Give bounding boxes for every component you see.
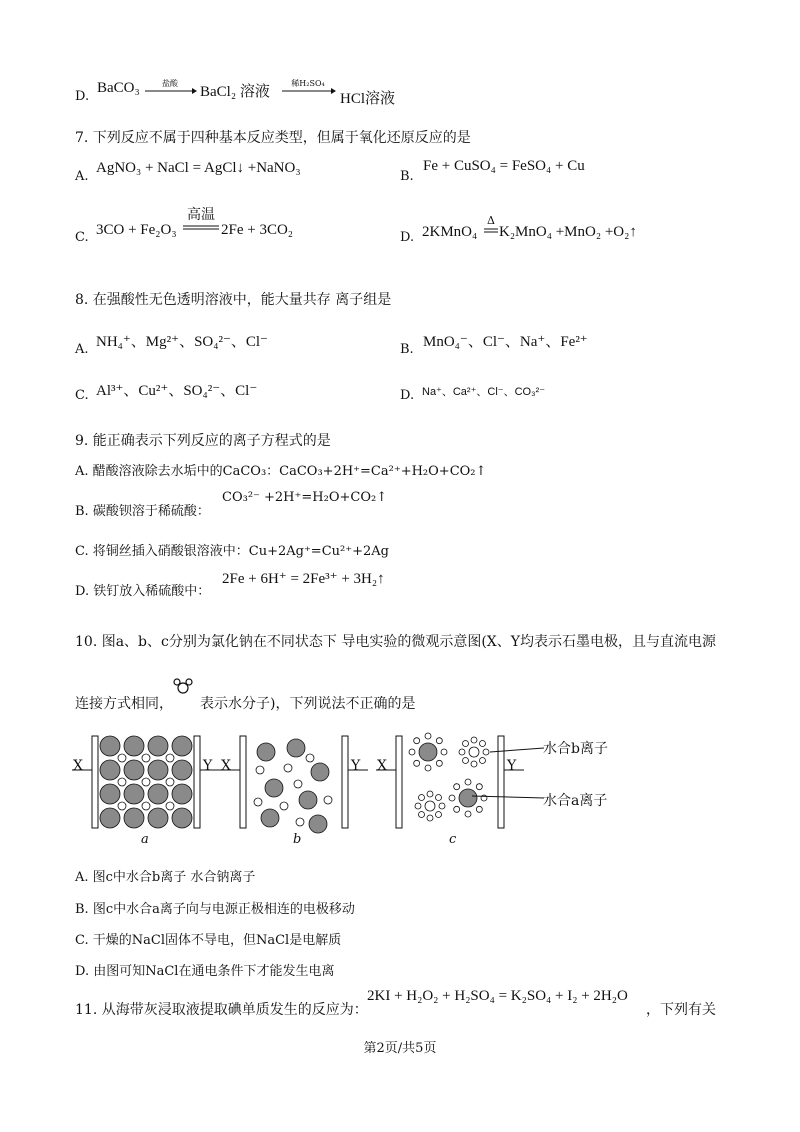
big-ion [148,808,168,828]
q11-expr: 2KI + H₂O₂ + H₂SO₄ = K₂SO₄ + I₂ + 2H₂O [367,988,628,1004]
q10-stem-line1: 10. 图a、b、c分别为氯化钠在不同状态下 导电实验的微观示意图(X、Y均表示石墨电极，且与直流电源 [75,634,716,650]
fig-a-y-label: Y [203,758,213,774]
big-ion [124,760,144,780]
water-molecule [439,803,445,809]
big-ion [100,736,120,756]
q7-D-left: 2KMnO₄ [422,224,478,240]
q8-A-label: A. [75,342,89,357]
page-footer: 第2页/共5页 [363,1041,437,1056]
small-ion [294,780,302,788]
big-ion [172,760,192,780]
small-ion [296,818,304,826]
q8-D-expr: Na⁺、Ca²⁺、Cl⁻、CO₃²⁻ [422,386,546,398]
q7-C-equals [183,225,219,231]
water-molecule [471,737,477,743]
q6-optD-label: D. [75,89,90,104]
water-molecule [465,779,471,785]
label-hydrated-b-ion: 水合b离子 [543,741,608,757]
water-molecule [419,795,425,801]
big-ion [124,784,144,804]
fig-caption-b: b [293,832,302,847]
q8-B-label: B. [400,342,414,357]
q6-arrow2 [281,87,337,95]
water-molecule [419,811,425,817]
small-ion [142,802,150,810]
central-ion [425,801,435,811]
q9-B-expr: CO₃²⁻ +2H⁺=H₂O+CO₂↑ [222,490,388,505]
q7-C-condition: 高温 [187,207,215,223]
q7-C-right: 2Fe + 3CO₂ [221,222,294,238]
water-molecule [414,738,420,744]
big-ion [100,760,120,780]
central-ion [459,789,477,807]
water-molecule [415,803,421,809]
small-ion [254,798,262,806]
q8-A-expr: NH₄⁺、Mg²⁺、SO₄²⁻、Cl⁻ [96,334,268,350]
water-molecule [435,811,441,817]
small-ion [142,754,150,762]
q10-stem-line2b: 表示水分子)，下列说法不正确的是 [200,696,416,712]
q11-stem-end: ，下列有关 [646,1002,716,1018]
big-ion [265,779,283,797]
q7-stem: 7. 下列反应不属于四种基本反应类型，但属于氧化还原反应的是 [75,130,471,146]
big-ion [100,784,120,804]
q9-stem: 9. 能正确表示下列反应的离子方程式的是 [75,433,331,449]
label-hydrated-a-ion: 水合a离子 [543,793,608,809]
q7-B-expr: Fe + CuSO₄ = FeSO₄ + Cu [423,158,585,174]
q7-B-label: B. [400,169,414,184]
small-ion [142,778,150,786]
water-molecule [436,738,442,744]
small-ion [256,766,264,774]
water-molecule [435,795,441,801]
big-ion [257,743,275,761]
fig-c-x-label: X [377,758,387,774]
fig-b-y-label: Y [351,758,361,774]
q6-optD-start: BaCO₃ [97,80,140,96]
water-molecule [454,784,460,790]
big-ion [148,760,168,780]
water-molecule [476,806,482,812]
water-molecule [436,760,442,766]
water-molecule [414,760,420,766]
big-ion [172,736,192,756]
q10-D: D. 由图可知NaCl在通电条件下才能发生电离 [75,964,335,979]
water-molecule [425,733,431,739]
big-ion [311,763,329,781]
small-ion [118,754,126,762]
big-ion [172,784,192,804]
water-molecule [427,815,433,821]
water-molecule [479,741,485,747]
big-ion [100,808,120,828]
q7-A-expr: AgNO₃ + NaCl = AgCl↓ +NaNO₃ [96,160,301,176]
water-molecule [483,749,489,755]
q10-stem-line2a: 连接方式相同， [75,696,173,712]
big-ion [124,736,144,756]
q8-C-label: C. [75,388,89,403]
small-ion [306,754,314,762]
fig-caption-c: c [449,832,457,847]
big-ion [299,791,317,809]
q6-arrow1 [144,87,198,95]
water-molecule [476,784,482,790]
small-ion [118,778,126,786]
q7-D-right: K₂MnO₄ +MnO₂ +O₂↑ [499,224,637,240]
q9-B-text: B. 碳酸钡溶于稀硫酸： [75,504,210,519]
big-ion [148,736,168,756]
water-molecule [409,749,415,755]
q7-D-label: D. [400,230,415,245]
q8-C-expr: Al³⁺、Cu²⁺、SO₄²⁻、Cl⁻ [96,383,258,399]
big-ion [309,815,327,833]
small-ion [166,802,174,810]
q7-A-label: A. [75,169,89,184]
q7-D-equals [484,228,498,234]
q9-D-text: D. 铁钉放入稀硫酸中： [75,584,211,599]
small-ion [166,778,174,786]
q6-optD-mid: BaCl₂ 溶液 [200,84,270,100]
water-molecule [427,791,433,797]
q6-arrow1-label: 盐酸 [162,79,178,88]
q10-C: C. 干燥的NaCl固体不导电，但NaCl是电解质 [75,933,342,948]
small-ion [118,802,126,810]
q9-D-expr: 2Fe + 6H⁺ = 2Fe³⁺ + 3H₂↑ [222,571,385,587]
small-ion [166,754,174,762]
central-ion [419,743,437,761]
big-ion [148,784,168,804]
panel-b [220,736,368,833]
q9-C: C. 将铜丝插入硝酸银溶液中：Cu+2Ag⁺=Cu²⁺+2Ag [75,544,389,559]
water-molecule [459,749,465,755]
q9-A: A. 醋酸溶液除去水垢中的CaCO₃：CaCO₃+2H⁺=Ca²⁺+H₂O+CO₂↑ [75,464,487,479]
small-ion [324,796,332,804]
q11-stem-start: 11. 从海带灰浸取液提取碘单质发生的反应为： [75,1002,368,1018]
big-ion [287,739,305,757]
water-molecule [454,806,460,812]
q7-C-left: 3CO + Fe₂O₃ [96,222,177,238]
q8-stem: 8. 在强酸性无色透明溶液中，能大量共存 离子组是 [75,292,392,308]
q8-D-label: D. [400,388,415,403]
fig-c-y-label: Y [507,758,517,774]
water-molecule [463,757,469,763]
fig-caption-a: a [141,832,149,847]
water-molecule [479,757,485,763]
water-molecule-icon [172,678,194,696]
fig-b-x-label: X [221,758,231,774]
q8-B-expr: MnO₄⁻、Cl⁻、Na⁺、Fe²⁺ [423,334,588,350]
panel-a [72,736,220,828]
small-ion [284,764,292,772]
q7-C-label: C. [75,230,89,245]
central-ion [469,747,479,757]
q6-optD-end: HCl溶液 [340,91,396,107]
water-molecule [463,741,469,747]
water-molecule [441,749,447,755]
q10-B: B. 图c中水合a离子向与电源正极相连的电极移动 [75,902,355,917]
big-ion [172,808,192,828]
water-molecule [425,765,431,771]
q7-D-condition: Δ [487,214,495,227]
fig-a-x-label: X [73,758,83,774]
big-ion [124,808,144,828]
panel-c [376,733,544,828]
small-ion [280,802,288,810]
water-molecule [471,761,477,767]
q6-arrow2-label: 稀H₂SO₄ [291,79,325,88]
water-molecule [465,811,471,817]
water-molecule [449,795,455,801]
big-ion [261,809,279,827]
q10-A: A. 图c中水合b离子 水合钠离子 [75,870,256,885]
